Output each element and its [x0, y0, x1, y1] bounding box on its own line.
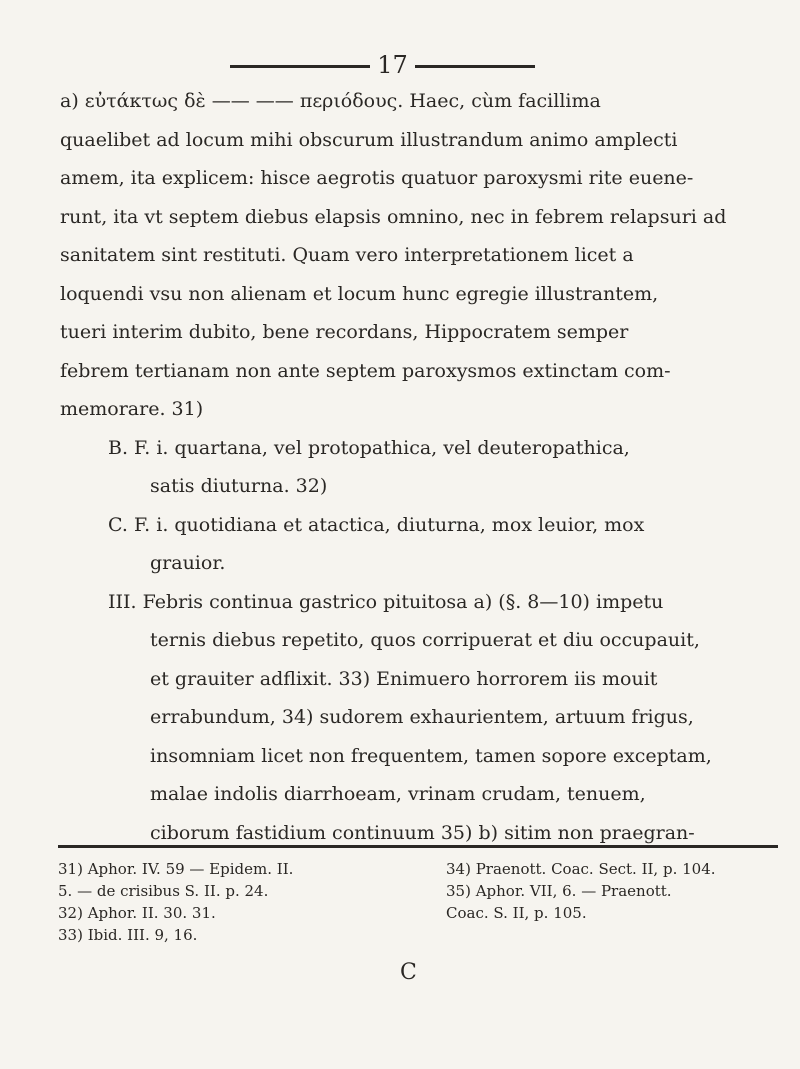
- footnote: Coac. S. II, p. 105.: [446, 904, 587, 922]
- text-line: ternis diebus repetito, quos corripuerat et diu occupauit,: [150, 629, 700, 651]
- item-c-cont: grauior.: [150, 552, 226, 574]
- text-line: memorare. 31): [60, 398, 204, 420]
- header-rule-left: [230, 65, 370, 68]
- page-header: [230, 50, 570, 80]
- text-line: runt, ita vt septem diebus elapsis omnino, nec in febrem relapsuri ad: [60, 205, 727, 228]
- signature-mark: C: [400, 960, 417, 985]
- item-iii: III. Febris continua gastrico pituitosa a) (§. 8—10) impetu: [108, 590, 664, 613]
- footnotes-right-column: [446, 858, 800, 924]
- footnote-rule: [58, 845, 778, 848]
- text-line: errabundum, 34) sudorem exhaurientem, artuum frigus,: [150, 706, 694, 728]
- text-line: insomniam licet non frequentem, tamen sopore exceptam,: [150, 744, 712, 767]
- item-c: C. F. i. quotidiana et atactica, diuturna, mox leuior, mox: [108, 513, 645, 536]
- text-line: et grauiter adflixit. 33) Enimuero horrorem iis mouit: [150, 667, 658, 690]
- page-number: 17: [377, 51, 408, 79]
- footnote: 31) Aphor. IV. 59 — Epidem. II.: [58, 860, 294, 878]
- footnote: 34) Praenott. Coac. Sect. II, p. 104.: [446, 860, 716, 878]
- text-line: febrem tertianam non ante septem paroxysmos extinctam com-: [60, 359, 671, 382]
- text-line: loquendi vsu non alienam et locum hunc egregie illustrantem,: [60, 282, 659, 305]
- header-rule-right: [415, 65, 535, 68]
- footnote: 5. — de crisibus S. II. p. 24.: [58, 882, 269, 900]
- text-line: malae indolis diarrhoeam, vrinam crudam, tenuem,: [150, 783, 646, 805]
- text-line: sanitatem sint restituti. Quam vero interpretationem licet a: [60, 244, 634, 266]
- footnote: 33) Ibid. III. 9, 16.: [58, 926, 198, 944]
- text-line: quaelibet ad locum mihi obscurum illustrandum animo amplecti: [60, 128, 678, 151]
- footnotes-left-column: [58, 858, 418, 946]
- item-b: B. F. i. quartana, vel protopathica, vel deuteropathica,: [108, 436, 630, 459]
- footnote: 32) Aphor. II. 30. 31.: [58, 904, 216, 922]
- item-b-cont: satis diuturna. 32): [150, 475, 328, 497]
- body-text: [60, 82, 775, 852]
- text-line: amem, ita explicem: hisce aegrotis quatuor paroxysmi rite euene-: [60, 167, 694, 189]
- text-line: tueri interim dubito, bene recordans, Hippocratem semper: [60, 321, 629, 343]
- footnote: 35) Aphor. VII, 6. — Praenott.: [446, 882, 672, 900]
- text-line: ciborum fastidium continuum 35) b) sitim non praegran-: [150, 821, 695, 844]
- text-line: a) εὐτάκτως δὲ —— —— περιόδους. Haec, cùm facillima: [60, 90, 601, 112]
